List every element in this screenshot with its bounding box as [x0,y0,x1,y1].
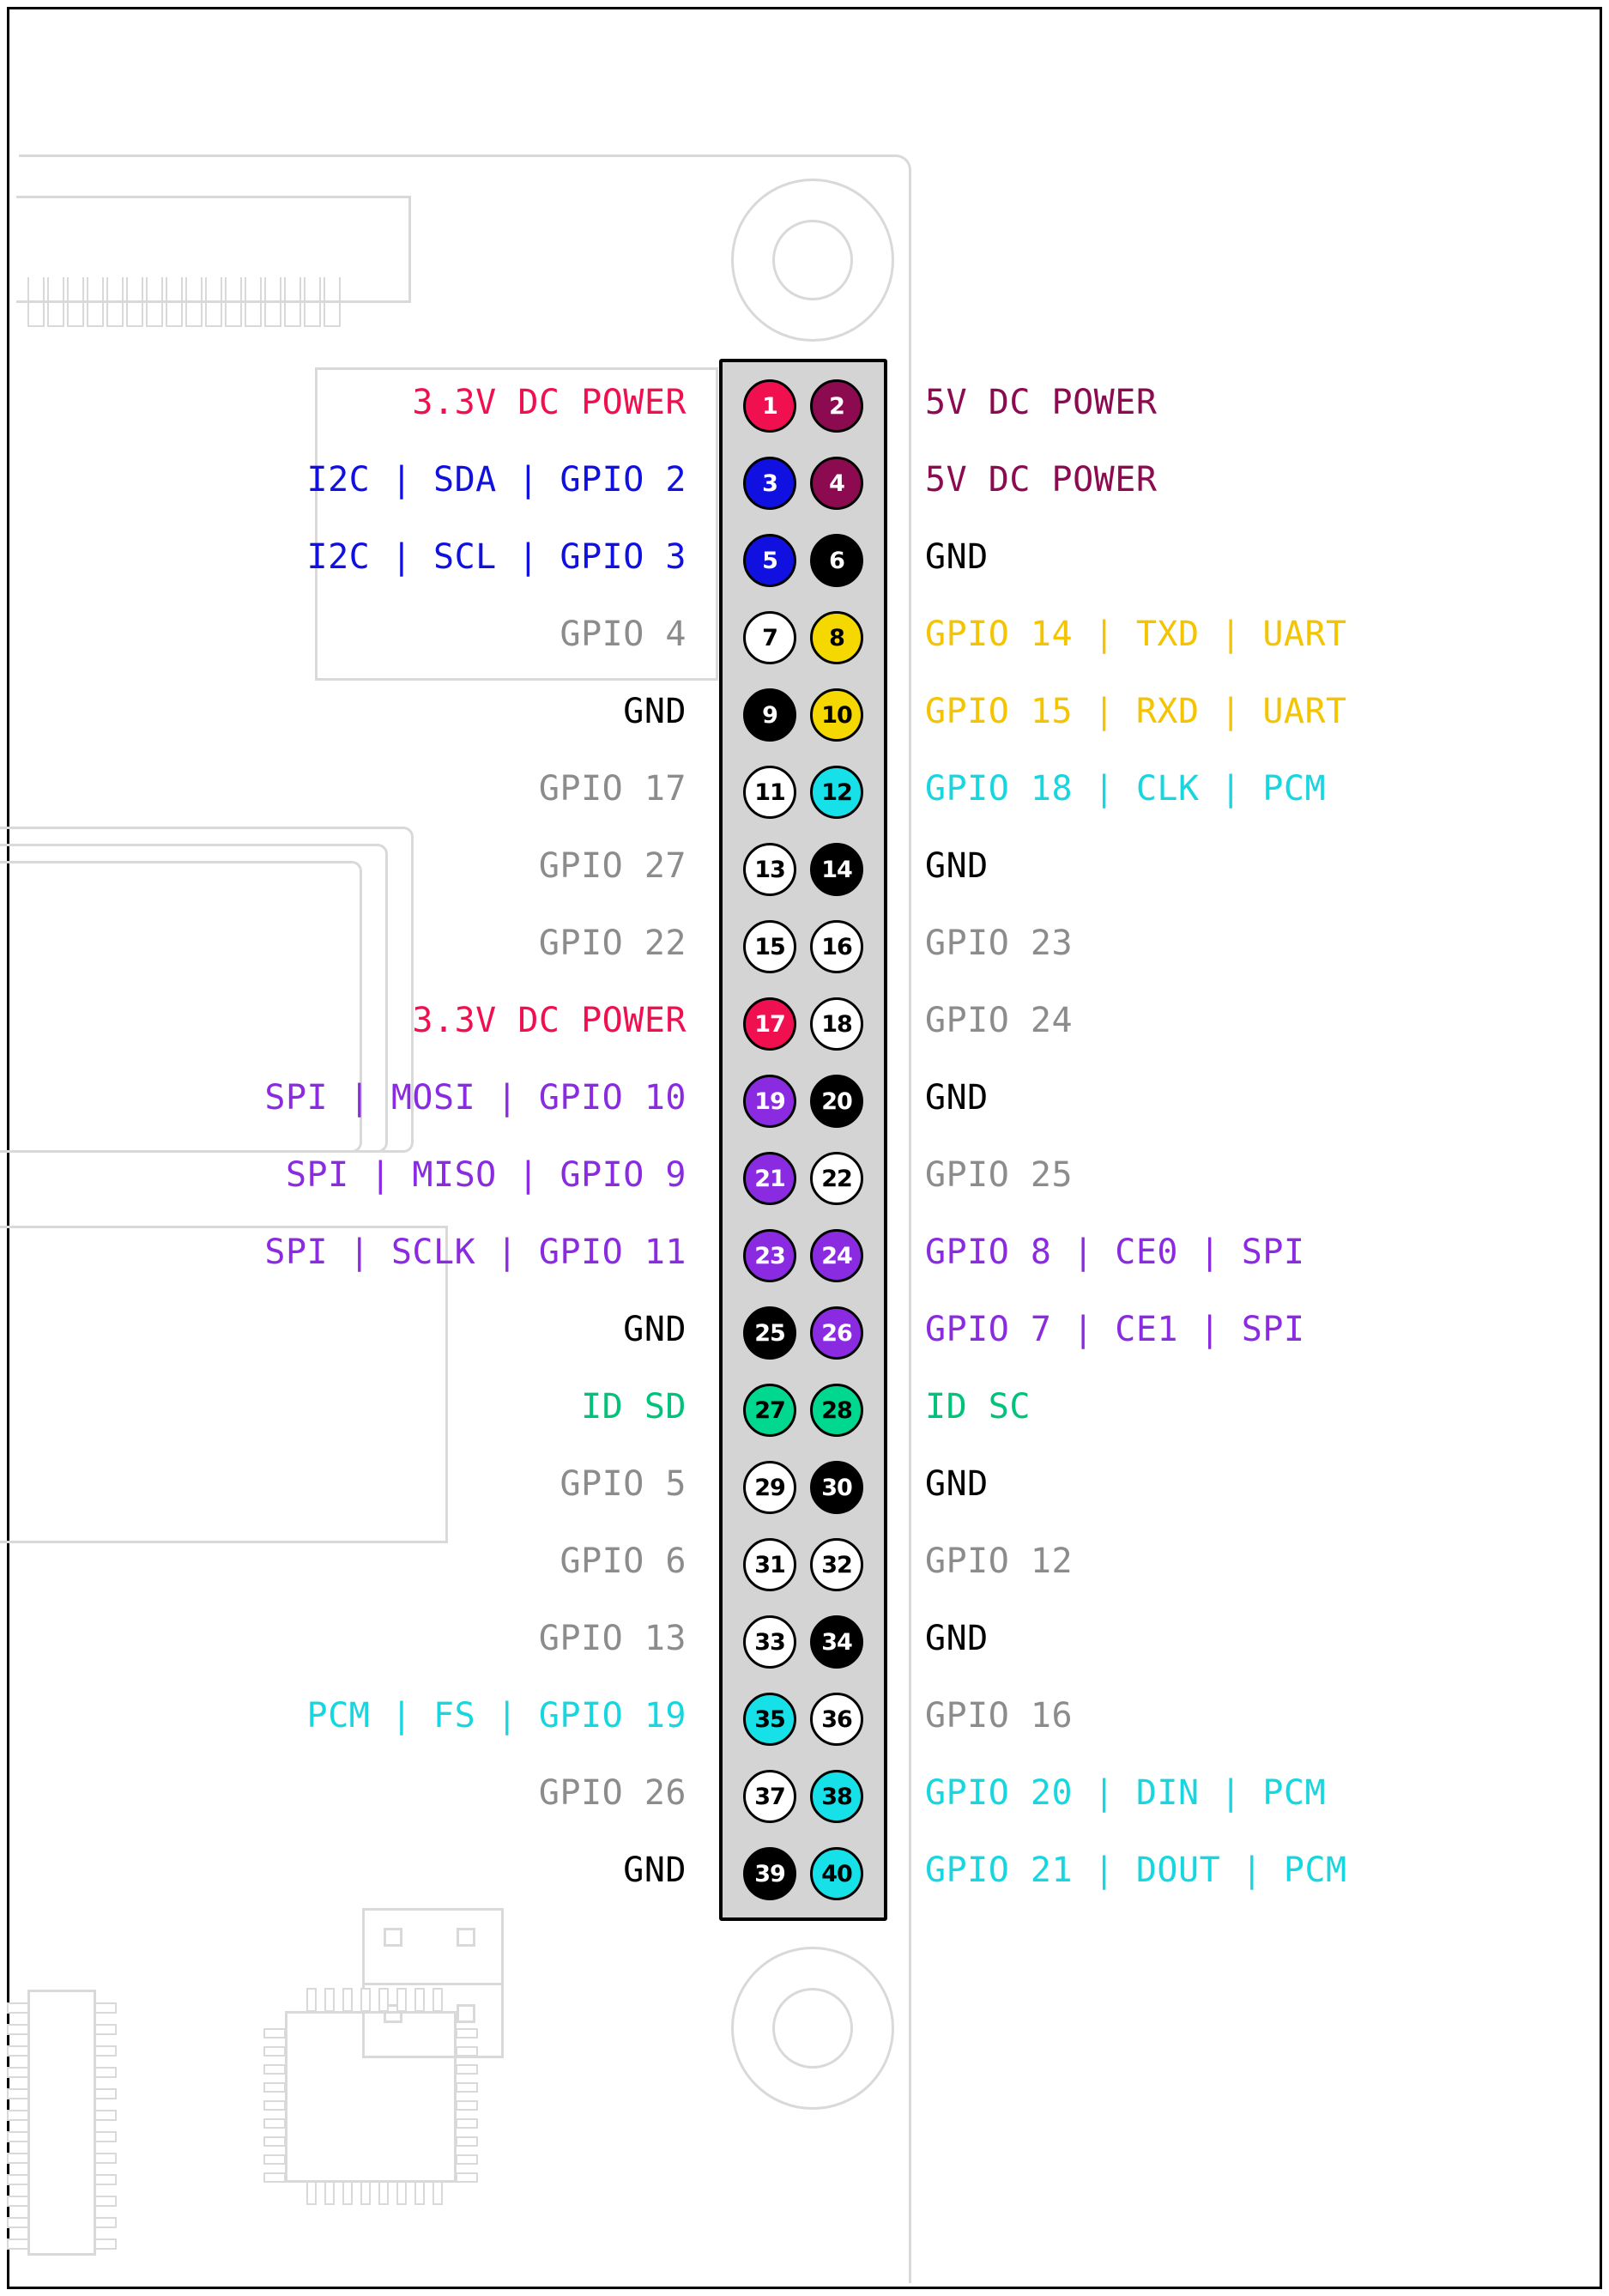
label-pin-26: GPIO 7 | CE1 | SPI [925,1310,1305,1349]
label-pin-3: I2C | SDA | GPIO 2 [306,460,687,500]
label-pin-38: GPIO 20 | DIN | PCM [925,1773,1327,1813]
label-pin-29: GPIO 5 [560,1464,687,1504]
label-pin-35: PCM | FS | GPIO 19 [306,1696,687,1736]
label-pin-37: GPIO 26 [538,1773,687,1813]
label-pin-14: GND [925,846,989,886]
pin-8[interactable]: 8 [810,611,863,664]
mounting-hole-bottom-inner [772,1988,853,2069]
label-pin-18: GPIO 24 [925,1001,1074,1040]
pin-5[interactable]: 5 [743,534,796,587]
label-pin-8: GPIO 14 | TXD | UART [925,615,1347,654]
pin-29[interactable]: 29 [743,1461,796,1514]
sd-pad-4 [457,2004,475,2023]
pin-row [723,1294,884,1372]
pin-39[interactable]: 39 [743,1847,796,1900]
pin-16[interactable]: 16 [810,920,863,973]
pin-21[interactable]: 21 [743,1152,796,1205]
label-pin-28: ID SC [925,1387,1031,1427]
pin-row [723,445,884,522]
pin-28[interactable]: 28 [810,1384,863,1437]
label-pin-4: 5V DC POWER [925,460,1158,500]
pin-row [723,676,884,754]
pin-24[interactable]: 24 [810,1229,863,1282]
pin-9[interactable]: 9 [743,688,796,742]
sd-pad-2 [457,1928,475,1947]
label-pin-6: GND [925,537,989,577]
pin-10[interactable]: 10 [810,688,863,742]
ic-chip-left-outline [27,1990,96,2256]
label-pin-27: ID SD [581,1387,687,1427]
pin-35[interactable]: 35 [743,1693,796,1746]
label-pin-17: 3.3V DC POWER [412,1001,687,1040]
pin-22[interactable]: 22 [810,1152,863,1205]
pin-row [723,1140,884,1217]
pin-row [723,908,884,985]
label-pin-39: GND [623,1851,687,1890]
pin-32[interactable]: 32 [810,1538,863,1591]
pin-row [723,1063,884,1140]
label-pin-22: GPIO 25 [925,1155,1074,1195]
label-pin-15: GPIO 22 [538,924,687,963]
pin-row [723,1603,884,1681]
label-pin-13: GPIO 27 [538,846,687,886]
label-pin-9: GND [623,692,687,731]
pin-row [723,754,884,831]
pin-7[interactable]: 7 [743,611,796,664]
gpio-header [719,359,887,1921]
pin-34[interactable]: 34 [810,1615,863,1669]
label-pin-36: GPIO 16 [925,1696,1074,1736]
label-pin-32: GPIO 12 [925,1542,1074,1581]
pin-1[interactable]: 1 [743,379,796,433]
label-pin-7: GPIO 4 [560,615,687,654]
pin-38[interactable]: 38 [810,1770,863,1823]
pin-row [723,985,884,1063]
pin-33[interactable]: 33 [743,1615,796,1669]
pin-30[interactable]: 30 [810,1461,863,1514]
label-pin-24: GPIO 8 | CE0 | SPI [925,1233,1305,1272]
pin-25[interactable]: 25 [743,1306,796,1360]
label-pin-19: SPI | MOSI | GPIO 10 [264,1078,687,1118]
label-pin-40: GPIO 21 | DOUT | PCM [925,1851,1347,1890]
label-pin-21: SPI | MISO | GPIO 9 [285,1155,687,1195]
pin-row [723,367,884,445]
pin-row [723,1449,884,1526]
pin-6[interactable]: 6 [810,534,863,587]
pin-14[interactable]: 14 [810,843,863,896]
label-pin-5: I2C | SCL | GPIO 3 [306,537,687,577]
pin-row [723,1526,884,1603]
label-pin-1: 3.3V DC POWER [412,383,687,422]
label-pin-16: GPIO 23 [925,924,1074,963]
pin-3[interactable]: 3 [743,457,796,510]
pin-13[interactable]: 13 [743,843,796,896]
label-pin-31: GPIO 6 [560,1542,687,1581]
label-pin-12: GPIO 18 | CLK | PCM [925,769,1327,809]
label-pin-34: GND [925,1619,989,1658]
sd-card-divider [362,1983,504,1985]
pin-18[interactable]: 18 [810,997,863,1051]
pin-23[interactable]: 23 [743,1229,796,1282]
label-pin-30: GND [925,1464,989,1504]
pin-15[interactable]: 15 [743,920,796,973]
pin-row [723,1681,884,1758]
pin-row [723,522,884,599]
pin-20[interactable]: 20 [810,1075,863,1128]
pin-4[interactable]: 4 [810,457,863,510]
pin-row [723,1217,884,1294]
label-pin-23: SPI | SCLK | GPIO 11 [264,1233,687,1272]
label-pin-10: GPIO 15 | RXD | UART [925,692,1347,731]
pin-19[interactable]: 19 [743,1075,796,1128]
mounting-hole-top-inner [772,220,853,300]
pin-37[interactable]: 37 [743,1770,796,1823]
pin-row [723,599,884,676]
label-pin-20: GND [925,1078,989,1118]
pin-12[interactable]: 12 [810,766,863,819]
pin-31[interactable]: 31 [743,1538,796,1591]
pin-row [723,831,884,908]
pin-11[interactable]: 11 [743,766,796,819]
pin-row [723,1758,884,1835]
board-connector-comb [19,277,345,329]
pin-26[interactable]: 26 [810,1306,863,1360]
label-pin-11: GPIO 17 [538,769,687,809]
pin-row [723,1835,884,1912]
ic-chip-outline [285,2011,457,2183]
pin-row [723,1372,884,1449]
pin-17[interactable]: 17 [743,997,796,1051]
label-pin-33: GPIO 13 [538,1619,687,1658]
label-pin-2: 5V DC POWER [925,383,1158,422]
sd-pad-1 [384,1928,402,1947]
pin-2[interactable]: 2 [810,379,863,433]
pin-40[interactable]: 40 [810,1847,863,1900]
pin-27[interactable]: 27 [743,1384,796,1437]
pin-36[interactable]: 36 [810,1693,863,1746]
label-pin-25: GND [623,1310,687,1349]
